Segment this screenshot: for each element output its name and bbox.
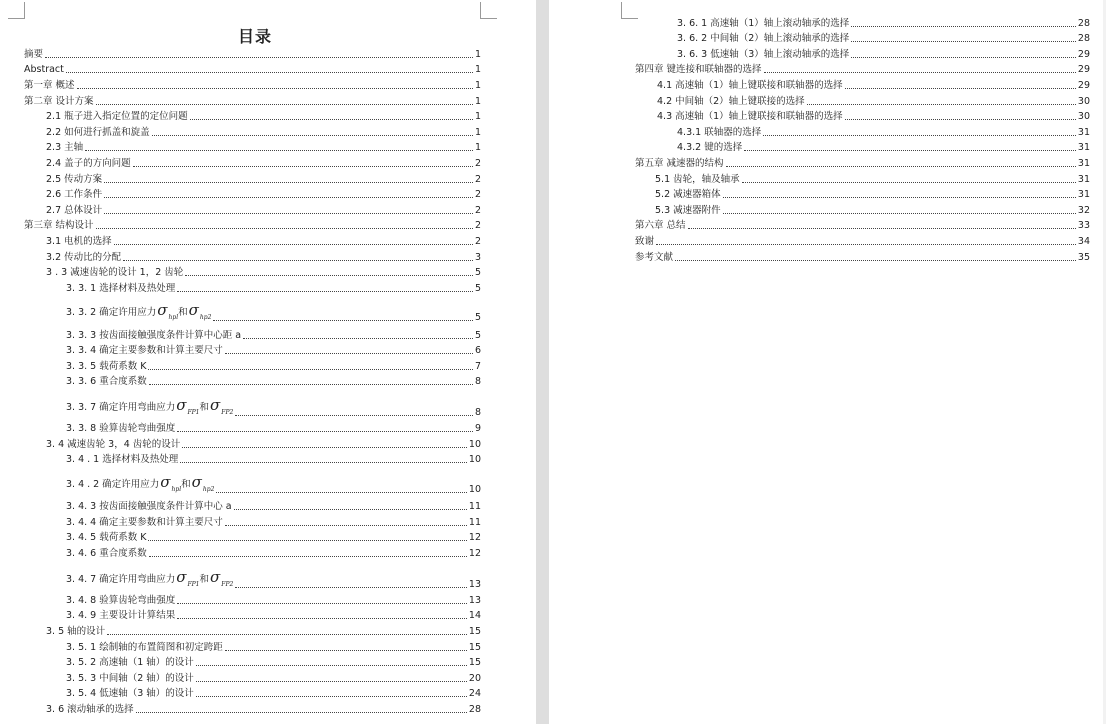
toc-entry-label: 参考文献	[635, 252, 674, 263]
toc-entry-label: 3. 3. 2 确定许用应力$\sigma_{hpl}$和$\sigma_{hp2}$	[66, 301, 212, 321]
toc-entry-label: 3. 3. 3 按齿面接触强度条件计算中心距 a	[66, 330, 242, 341]
toc-entry[interactable]	[66, 454, 481, 466]
leader-dots	[196, 681, 467, 682]
toc-entry[interactable]	[635, 220, 1090, 232]
toc-entry-label: 3. 4. 4 确定主要参数和计算主要尺寸	[66, 517, 223, 528]
toc-entry-label: 3. 3. 8 验算齿轮弯曲强度	[66, 423, 176, 434]
toc-entry-label: 3. 6. 1 高速轴（1）轴上滚动轴承的选择	[677, 18, 850, 29]
toc-entry[interactable]	[66, 568, 481, 591]
toc-entry[interactable]	[635, 64, 1090, 76]
toc-entry-label: 3. 3. 6 重合度系数	[66, 376, 147, 387]
toc-page-number: 2	[474, 189, 481, 200]
toc-entry-label: 2.3 主轴	[46, 142, 84, 153]
toc-entry-label: 3.1 电机的选择	[46, 236, 112, 247]
leader-dots	[96, 104, 473, 105]
toc-page-number: 9	[474, 423, 481, 434]
leader-dots	[726, 166, 1076, 167]
sigma-symbol: $\sigma_{FP1}$	[176, 568, 200, 588]
toc-page-number: 35	[1077, 252, 1090, 263]
document-page-right	[549, 0, 1106, 724]
toc-page-number: 5	[474, 283, 481, 294]
toc-entry[interactable]	[24, 96, 481, 108]
toc-page-number: 15	[468, 657, 481, 668]
toc-page-number: 28	[1077, 18, 1090, 29]
leader-dots	[845, 119, 1076, 120]
leader-dots	[656, 244, 1076, 245]
toc-entry-label: 致谢	[635, 236, 655, 247]
toc-page-number: 31	[1077, 127, 1090, 138]
toc-page-number: 31	[1077, 158, 1090, 169]
document-page-left	[0, 0, 536, 724]
toc-entry[interactable]	[66, 330, 481, 342]
toc-entry[interactable]	[657, 96, 1090, 108]
leader-dots	[851, 41, 1076, 42]
toc-entry-label: 4.3.2 键的选择	[677, 142, 743, 153]
leader-dots	[243, 338, 473, 339]
conjunction-text: 和	[178, 307, 188, 318]
leader-dots	[104, 197, 473, 198]
toc-page-number: 20	[468, 673, 481, 684]
leader-dots	[851, 57, 1076, 58]
toc-entry-label: 5.3 减速器附件	[655, 205, 721, 216]
toc-page-number: 15	[468, 626, 481, 637]
leader-dots	[149, 556, 467, 557]
leader-dots	[675, 260, 1076, 261]
toc-entry[interactable]	[46, 439, 481, 451]
toc-entry[interactable]	[46, 142, 481, 154]
toc-page-number: 10	[468, 454, 481, 465]
leader-dots	[744, 150, 1076, 151]
page-gap	[536, 0, 549, 724]
toc-entry-label: 3. 4. 7 确定许用弯曲应力$\sigma_{FP1}$和$\sigma_{FP2}$	[66, 568, 234, 588]
toc-entry[interactable]	[635, 236, 1090, 248]
toc-entry[interactable]	[677, 142, 1090, 154]
toc-entry[interactable]	[66, 361, 481, 373]
toc-entry-label: 3. 6 滚动轴承的选择	[46, 704, 134, 715]
toc-page-number: 8	[474, 407, 481, 418]
conjunction-text: 和	[199, 574, 210, 585]
toc-page-number: 5	[474, 267, 481, 278]
sigma-symbol: $\sigma_{hp2}$	[191, 473, 215, 493]
toc-page-number: 3	[474, 252, 481, 263]
toc-page-number: 31	[1077, 174, 1090, 185]
toc-entry[interactable]	[66, 657, 481, 669]
leader-dots	[177, 618, 467, 619]
toc-page-number: 5	[474, 330, 481, 341]
toc-entry[interactable]	[66, 301, 481, 324]
toc-page-number: 5	[474, 312, 481, 323]
leader-dots	[213, 320, 473, 321]
toc-entry[interactable]	[677, 49, 1090, 61]
toc-page-number: 15	[468, 642, 481, 653]
toc-page-number: 12	[468, 532, 481, 543]
toc-entry-label: 2.2 如何进行抓盖和旋盖	[46, 127, 150, 138]
leader-dots	[77, 88, 473, 89]
toc-entry[interactable]	[66, 517, 481, 529]
toc-entry-label: 3.2 传动比的分配	[46, 252, 122, 263]
leader-dots	[177, 603, 467, 604]
toc-page-number: 6	[474, 345, 481, 356]
toc-entry[interactable]	[66, 345, 481, 357]
toc-entry-label: 4.1 高速轴（1）轴上键联接和联轴器的选择	[657, 80, 843, 91]
toc-entry-label: 3. 4. 9 主要设计计算结果	[66, 610, 176, 621]
toc-page-number: 1	[474, 80, 481, 91]
toc-page-number: 33	[1077, 220, 1090, 231]
toc-entry-label: 3. 5. 3 中间轴（2 轴）的设计	[66, 673, 194, 684]
leader-dots	[807, 104, 1076, 105]
toc-entry-label: 2.6 工作条件	[46, 189, 103, 200]
toc-entry-label: 3. 3. 4 确定主要参数和计算主要尺寸	[66, 345, 223, 356]
toc-entry-label: 3. 3. 1 选择材料及热处理	[66, 283, 176, 294]
leader-dots	[177, 431, 473, 432]
toc-list-right	[549, 0, 1106, 724]
toc-entry-label: 3. 4. 3 按齿面接触强度条件计算中心 a	[66, 501, 232, 512]
toc-entry[interactable]	[66, 501, 481, 513]
toc-entry[interactable]	[46, 267, 481, 279]
toc-page-number: 29	[1077, 49, 1090, 60]
toc-page-number: 2	[474, 205, 481, 216]
leader-dots	[148, 540, 466, 541]
toc-page-number: 30	[1077, 96, 1090, 107]
leader-dots	[845, 88, 1076, 89]
toc-entry[interactable]	[655, 174, 1090, 186]
toc-entry-label: 2.1 瓶子进入指定位置的定位问题	[46, 111, 188, 122]
toc-entry-label: 3. 4. 8 验算齿轮弯曲强度	[66, 595, 176, 606]
leader-dots	[136, 712, 467, 713]
toc-entry-label: 第二章 设计方案	[24, 96, 94, 107]
toc-entry-label: 3. 6. 3 低速轴（3）轴上滚动轴承的选择	[677, 49, 850, 60]
toc-page-number: 11	[468, 517, 481, 528]
leader-dots	[235, 587, 467, 588]
toc-entry[interactable]	[66, 473, 481, 496]
toc-entry[interactable]	[46, 111, 481, 123]
toc-entry-label: 3. 5 轴的设计	[46, 626, 106, 637]
toc-entry-label: 2.5 传动方案	[46, 174, 103, 185]
toc-entry-label: 3. 4 . 1 选择材料及热处理	[66, 454, 179, 465]
toc-entry[interactable]	[657, 111, 1090, 123]
leader-dots	[235, 415, 473, 416]
leader-dots	[148, 369, 472, 370]
toc-entry[interactable]	[46, 236, 481, 248]
sigma-symbol: $\sigma_{hp2}$	[188, 301, 212, 321]
leader-dots	[688, 228, 1076, 229]
toc-page-number: 28	[1077, 33, 1090, 44]
sigma-symbol: $\sigma_{FP2}$	[210, 396, 234, 416]
toc-page-number: 2	[474, 158, 481, 169]
toc-page-number: 1	[474, 96, 481, 107]
conjunction-text: 和	[181, 479, 191, 490]
leader-dots	[225, 650, 467, 651]
toc-page-number: 29	[1077, 80, 1090, 91]
leader-dots	[763, 135, 1076, 136]
toc-entry[interactable]	[657, 80, 1090, 92]
toc-page-number: 28	[468, 704, 481, 715]
toc-entry[interactable]	[66, 283, 481, 295]
leader-dots	[152, 135, 473, 136]
toc-entry-label: 4.2 中间轴（2）轴上键联接的选择	[657, 96, 805, 107]
toc-page-number: 31	[1077, 142, 1090, 153]
leader-dots	[182, 447, 467, 448]
leader-dots	[104, 182, 473, 183]
toc-entry[interactable]	[66, 376, 481, 388]
leader-dots	[85, 150, 473, 151]
leader-dots	[234, 509, 467, 510]
toc-entry[interactable]	[66, 610, 481, 622]
toc-page-number: 14	[468, 610, 481, 621]
toc-entry-label: 第四章 键连接和联轴器的选择	[635, 64, 762, 75]
toc-entry[interactable]	[66, 642, 481, 654]
toc-page-number: 29	[1077, 64, 1090, 75]
leader-dots	[177, 291, 473, 292]
toc-page-number: 1	[474, 64, 481, 75]
toc-entry[interactable]	[46, 252, 481, 264]
toc-entry[interactable]	[66, 595, 481, 607]
toc-entry[interactable]	[24, 64, 481, 76]
toc-entry[interactable]	[46, 704, 481, 716]
toc-entry[interactable]	[24, 80, 481, 92]
toc-entry-label: 3. 5. 4 低速轴（3 轴）的设计	[66, 688, 194, 699]
toc-page-number: 8	[474, 376, 481, 387]
toc-entry[interactable]	[66, 532, 481, 544]
toc-entry-label: Abstract	[24, 64, 64, 75]
toc-page-number: 13	[468, 595, 481, 606]
leader-dots	[196, 665, 467, 666]
toc-entry[interactable]	[24, 220, 481, 232]
toc-entry[interactable]	[46, 174, 481, 186]
toc-entry[interactable]	[66, 673, 481, 685]
toc-title: 目录	[237, 27, 272, 46]
toc-entry[interactable]	[677, 18, 1090, 30]
toc-entry[interactable]	[655, 205, 1090, 217]
toc-entry[interactable]	[46, 205, 481, 217]
toc-entry-label: 2.7 总体设计	[46, 205, 103, 216]
toc-page-number: 11	[468, 501, 481, 512]
toc-entry-label: 3. 3. 5 载荷系数 K	[66, 361, 147, 372]
toc-page-number: 30	[1077, 111, 1090, 122]
toc-page-number: 31	[1077, 189, 1090, 200]
toc-entry[interactable]	[635, 158, 1090, 170]
toc-entry-label: 第五章 减速器的结构	[635, 158, 724, 169]
toc-page-number: 10	[468, 484, 481, 495]
toc-entry[interactable]	[66, 396, 481, 419]
leader-dots	[225, 525, 467, 526]
toc-entry-label: 第六章 总结	[635, 220, 686, 231]
toc-entry-label: 摘要	[24, 49, 44, 60]
sigma-symbol: $\sigma_{hpl}$	[160, 473, 182, 493]
toc-entry[interactable]	[677, 33, 1090, 45]
leader-dots	[723, 213, 1076, 214]
toc-entry[interactable]	[46, 626, 481, 638]
toc-entry[interactable]	[24, 49, 481, 61]
leader-dots	[185, 275, 473, 276]
leader-dots	[742, 182, 1076, 183]
toc-entry-label: 3. 4 . 2 确定许用应力$\sigma_{hpl}$和$\sigma_{hp2}$	[66, 473, 215, 493]
toc-entry-label: 3. 4 减速齿轮 3，4 齿轮的设计	[46, 439, 181, 450]
toc-entry[interactable]	[677, 127, 1090, 139]
toc-entry-label: 2.4 盖子的方向问题	[46, 158, 131, 169]
toc-page-number: 13	[468, 579, 481, 590]
sigma-symbol: $\sigma_{hpl}$	[157, 301, 179, 321]
toc-page-number: 2	[474, 174, 481, 185]
conjunction-text: 和	[199, 402, 210, 413]
toc-entry-label: 5.2 减速器箱体	[655, 189, 721, 200]
toc-entry-label: 第一章 概述	[24, 80, 75, 91]
toc-entry-label: 3. 3. 7 确定许用弯曲应力$\sigma_{FP1}$和$\sigma_{FP2}$	[66, 396, 234, 416]
sigma-symbol: $\sigma_{FP2}$	[210, 568, 234, 588]
leader-dots	[133, 166, 473, 167]
toc-entry-label: 3. 4. 6 重合度系数	[66, 548, 147, 559]
leader-dots	[764, 72, 1076, 73]
leader-dots	[45, 57, 473, 58]
leader-dots	[851, 26, 1076, 27]
toc-entry-label: 3. 5. 2 高速轴（1 轴）的设计	[66, 657, 194, 668]
toc-entry-label: 3 . 3 减速齿轮的设计 1，2 齿轮	[46, 267, 184, 278]
toc-list-left	[0, 0, 536, 724]
leader-dots	[225, 353, 473, 354]
toc-page-number: 10	[468, 439, 481, 450]
toc-entry[interactable]	[46, 158, 481, 170]
toc-page-number: 32	[1077, 205, 1090, 216]
leader-dots	[723, 197, 1076, 198]
toc-entry-label: 4.3 高速轴（1）轴上键联接和联轴器的选择	[657, 111, 843, 122]
toc-page-number: 1	[474, 142, 481, 153]
leader-dots	[114, 244, 473, 245]
leader-dots	[180, 462, 467, 463]
toc-page-number: 7	[474, 361, 481, 372]
toc-entry[interactable]	[655, 189, 1090, 201]
toc-entry-label: 3. 5. 1 绘制轴的布置简图和初定跨距	[66, 642, 223, 653]
toc-entry-label: 3. 4. 5 载荷系数 K	[66, 532, 147, 543]
toc-page-number: 2	[474, 236, 481, 247]
leader-dots	[123, 260, 473, 261]
toc-entry-label: 4.3.1 联轴器的选择	[677, 127, 762, 138]
toc-page-number: 12	[468, 548, 481, 559]
toc-page-number: 1	[474, 127, 481, 138]
toc-page-number: 34	[1077, 236, 1090, 247]
toc-entry-label: 5.1 齿轮，轴及轴承	[655, 174, 740, 185]
toc-entry[interactable]	[46, 127, 481, 139]
toc-entry-label: 第三章 结构设计	[24, 220, 94, 231]
toc-entry[interactable]	[635, 252, 1090, 264]
leader-dots	[216, 492, 466, 493]
toc-entry[interactable]	[66, 548, 481, 560]
toc-entry-label: 3. 6. 2 中间轴（2）轴上滚动轴承的选择	[677, 33, 850, 44]
toc-entry[interactable]	[66, 688, 481, 700]
leader-dots	[149, 384, 473, 385]
leader-dots	[66, 72, 473, 73]
toc-page-number: 1	[474, 49, 481, 60]
toc-entry[interactable]	[46, 189, 481, 201]
leader-dots	[107, 634, 467, 635]
toc-page-number: 24	[468, 688, 481, 699]
leader-dots	[96, 228, 473, 229]
leader-dots	[196, 696, 467, 697]
toc-entry[interactable]	[66, 423, 481, 435]
leader-dots	[190, 119, 473, 120]
sigma-symbol: $\sigma_{FP1}$	[176, 396, 200, 416]
toc-page-number: 2	[474, 220, 481, 231]
toc-page-number: 1	[474, 111, 481, 122]
leader-dots	[104, 213, 473, 214]
